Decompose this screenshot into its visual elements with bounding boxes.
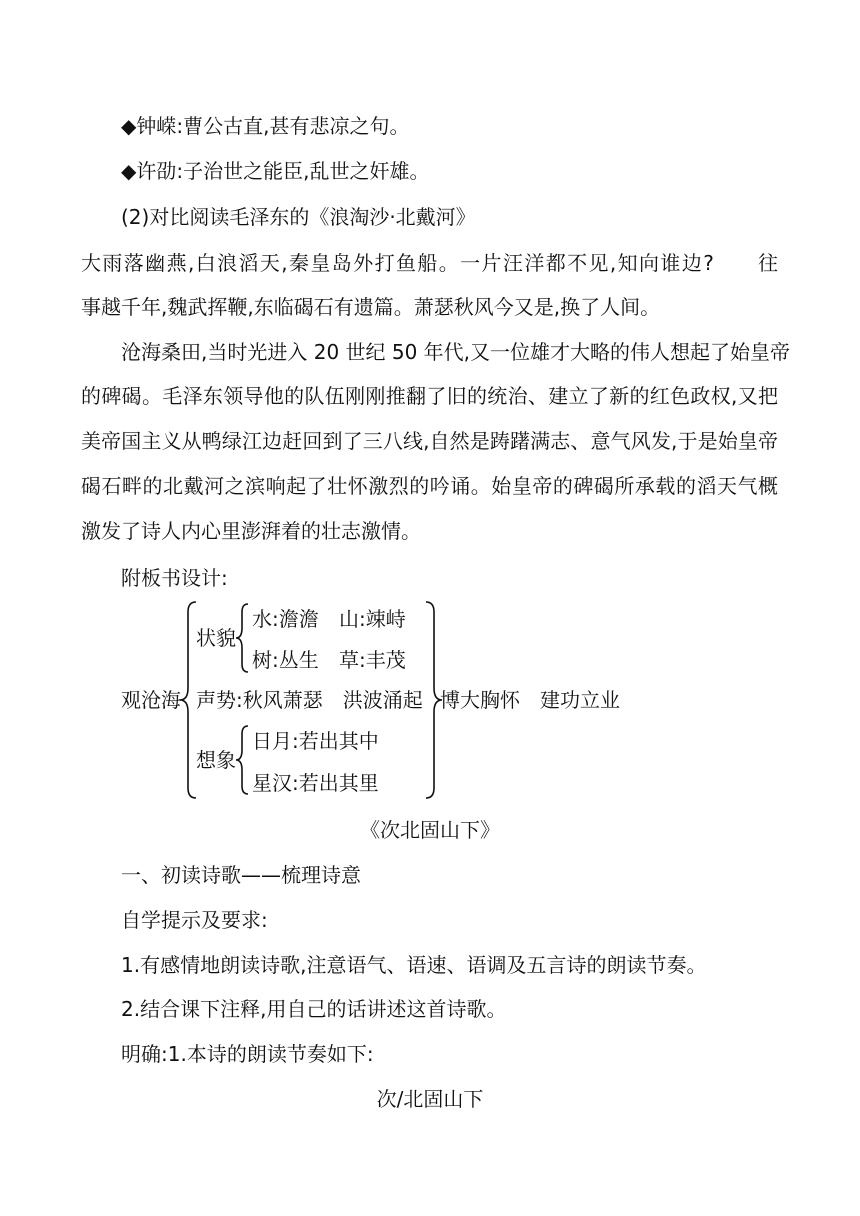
para-line-5: 激发了诗人内心里澎湃着的壮志激情。 xyxy=(81,519,421,543)
board-title: 附板书设计: xyxy=(121,566,228,590)
leaf-galaxy: 星汉:若出其里 xyxy=(252,771,379,795)
root-brace xyxy=(180,602,196,798)
diamond-bullet-icon: ◆ xyxy=(121,159,137,183)
poem-line-2: 事越千年,魏武挥鞭,东临碣石有遗篇。萧瑟秋风今又是,换了人间。 xyxy=(81,295,661,319)
part1-heading: 一、初读诗歌——梳理诗意 xyxy=(121,863,361,887)
section2-heading: (2)对比阅读毛泽东的《浪淘沙·北戴河》 xyxy=(121,205,476,229)
shape-brace xyxy=(236,604,248,672)
quote-text: 钟嵘:曹公古直,甚有悲凉之句。 xyxy=(136,114,410,138)
leaf-grass: 草:丰茂 xyxy=(339,648,406,672)
requirement-2: 2.结合课下注释,用自己的话讲述这首诗歌。 xyxy=(121,997,507,1021)
requirement-1: 1.有感情地朗读诗歌,注意语气、语速、语调及五言诗的朗读节奏。 xyxy=(121,953,707,977)
leaf-tree: 树:丛生 xyxy=(252,648,319,672)
poem2-title: 《次北固山下》 xyxy=(360,818,500,842)
rhythm-title: 次/北固山下 xyxy=(376,1087,484,1111)
board-root: 观沧海 xyxy=(121,688,181,712)
leaf-mountain: 山:竦峙 xyxy=(339,607,406,631)
board-diagram xyxy=(0,590,860,810)
quote-1 xyxy=(121,113,410,139)
para-line-4: 碣石畔的北戴河之滨响起了壮怀激烈的吟诵。始皇帝的碑碣所承载的滔天气概 xyxy=(81,474,778,498)
leaf-sun-moon: 日月:若出其中 xyxy=(252,729,379,753)
para-line-3: 美帝国主义从鸭绿江边赶回到了三八线,自然是踌躇满志、意气风发,于是始皇帝 xyxy=(81,429,778,453)
leaf-water: 水:澹澹 xyxy=(252,607,319,631)
branch-momentum: 声势:秋风萧瑟 洪波涌起 xyxy=(196,688,423,712)
branch-imagination: 想象 xyxy=(196,748,236,772)
imagine-brace xyxy=(236,726,248,794)
poem-line-1: 大雨落幽燕,白浪滔天,秦皇岛外打鱼船。一片汪洋都不见,知向谁边? 往 xyxy=(81,251,778,275)
self-study-title: 自学提示及要求: xyxy=(121,908,268,932)
quote-text: 许劭:子治世之能臣,乱世之奸雄。 xyxy=(136,159,430,183)
quote-2 xyxy=(121,158,430,184)
branch-shape: 状貌 xyxy=(196,626,236,650)
para-line-2: 的碑碣。毛泽东领导他的队伍刚刚推翻了旧的统治、建立了新的红色政权,又把 xyxy=(81,384,778,408)
diamond-bullet-icon: ◆ xyxy=(121,114,137,138)
clarify-line: 明确:1.本诗的朗读节奏如下: xyxy=(121,1042,374,1066)
brace-lines xyxy=(0,590,860,810)
board-conclusion: 博大胸怀 建功立业 xyxy=(440,688,620,712)
para-line-1: 沧海桑田,当时光进入 20 世纪 50 年代,又一位雄才大略的伟人想起了始皇帝 xyxy=(121,340,791,364)
